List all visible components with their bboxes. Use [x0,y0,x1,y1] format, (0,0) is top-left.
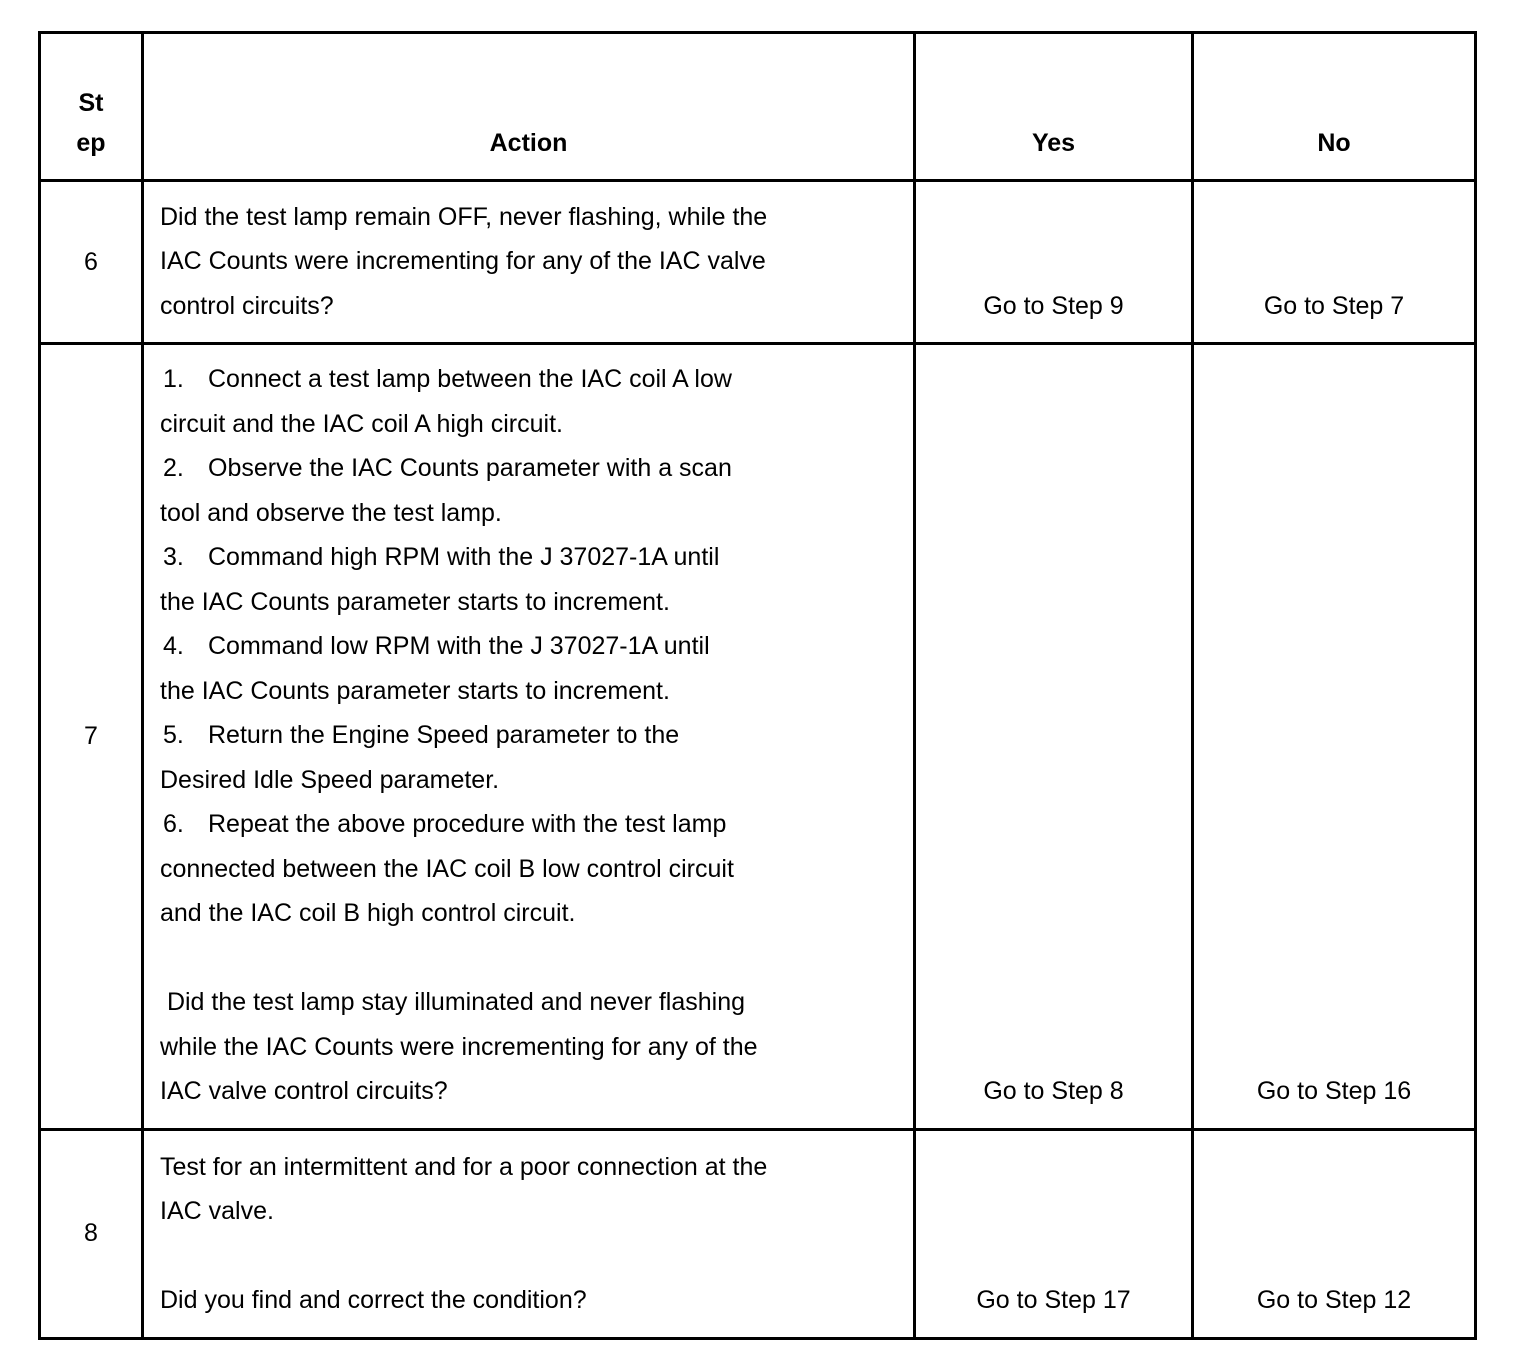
question-line: Did the test lamp stay illuminated and never flashing [160,988,746,1016]
action-line: Did the test lamp remain OFF, never flashing, while the [160,202,768,231]
yes-cell: Go to Step 17 [915,1129,1193,1338]
procedure-number: 2. [163,454,184,482]
step-number: 7 [40,344,143,1130]
procedure-continuation: the IAC Counts parameter starts to increment. [160,676,670,705]
diagnostic-table [38,31,1477,1340]
header-yes: Yes [915,33,1193,181]
procedure-step [160,802,903,847]
question-line: Did you find and correct the condition? [160,1286,587,1314]
no-cell: Go to Step 16 [1193,344,1476,1130]
procedure-number: 1. [163,365,184,393]
procedure-text: Observe the IAC Counts parameter with a scan [208,454,732,482]
action-line: IAC Counts were incrementing for any of the IAC valve [160,247,766,275]
procedure-continuation: Desired Idle Speed parameter. [160,765,500,794]
header-action: Action [143,33,915,181]
header-step-line1: St [78,89,104,117]
no-cell: Go to Step 7 [1193,181,1476,344]
procedure-text: Repeat the above procedure with the test lamp [208,810,727,838]
procedure-text: Connect a test lamp between the IAC coil A low [208,365,732,393]
procedure-text: Command low RPM with the J 37027-1A until [208,632,710,660]
table-row-step-7 [40,344,1476,1130]
action-cell [143,1129,915,1338]
step-number: 6 [40,181,143,344]
table-row-step-6 [40,181,1476,344]
header-row [40,33,1476,181]
procedure-continuation: the IAC Counts parameter starts to increment. [160,587,670,616]
action-line: control circuits? [160,291,334,320]
action-line: Test for an intermittent and for a poor connection at the [160,1152,768,1181]
procedure-continuation: connected between the IAC coil B low control circuit [160,854,734,883]
table-row-step-8 [40,1129,1476,1338]
yes-cell: Go to Step 8 [915,344,1193,1130]
step-number: 8 [40,1129,143,1338]
procedure-step [160,357,903,402]
no-cell: Go to Step 12 [1193,1129,1476,1338]
procedure-continuation: tool and observe the test lamp. [160,498,502,527]
procedure-step [160,713,903,758]
yes-cell: Go to Step 9 [915,181,1193,344]
spacer [160,936,903,981]
procedure-step [160,624,903,669]
question-line: while the IAC Counts were incrementing for any of the [160,1032,758,1061]
procedure-text: Return the Engine Speed parameter to the [208,721,680,749]
question-line: IAC valve control circuits? [160,1077,448,1105]
spacer [160,1234,903,1279]
header-no: No [1193,33,1476,181]
action-cell [143,181,915,344]
action-line: IAC valve. [160,1197,274,1225]
procedure-number: 6. [163,810,184,838]
procedure-number: 5. [163,721,184,749]
header-step [40,33,143,181]
procedure-step [160,446,903,491]
procedure-number: 4. [163,632,184,660]
header-step-line2: ep [76,129,106,157]
action-cell [143,344,915,1130]
procedure-text: Command high RPM with the J 37027-1A until [208,543,720,571]
procedure-step [160,535,903,580]
procedure-continuation: and the IAC coil B high control circuit. [160,899,576,927]
procedure-continuation: circuit and the IAC coil A high circuit. [160,409,563,438]
procedure-number: 3. [163,543,184,571]
